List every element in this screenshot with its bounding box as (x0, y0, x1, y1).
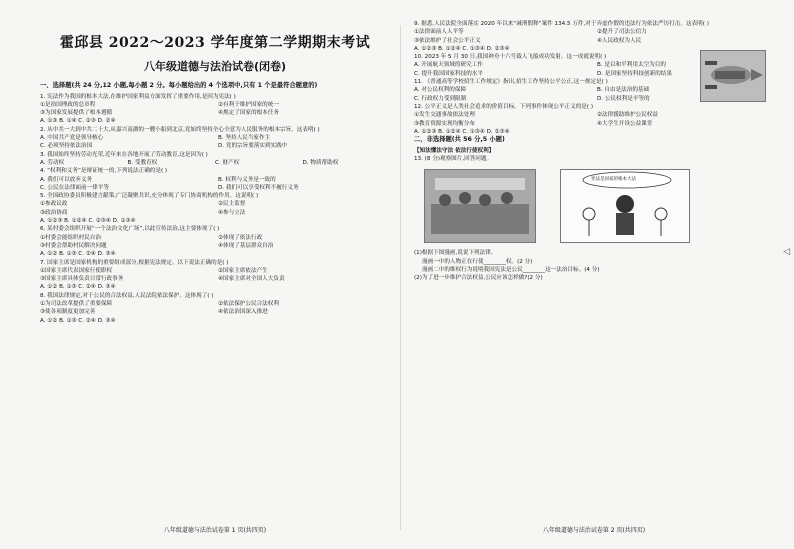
option-item: D. 物质帮助权 (302, 159, 339, 166)
option-item: ④规定了国家的根本任务 (218, 110, 279, 117)
exam-title: 霍邱县 2022～2023 学年度第二学期期末考试 (59, 35, 371, 51)
option-item: B. 是以和平利用太空为目的 (597, 62, 666, 69)
option-item: ①参政议政 (40, 201, 68, 208)
exam-subtitle: 八年级道德与法治试卷(闭卷) (143, 60, 287, 73)
option-item: A. 对公民权利的保障 (414, 87, 467, 94)
option-item: C. 必须坚持依法治国 (40, 143, 93, 150)
answer-choices: A. ①②③ B. ①②④ C. ①③④ D. ②③④ (414, 45, 510, 52)
answer-choices: A. ①②③ B. ①②④ C. ②③④ D. ①③④ (40, 218, 136, 225)
question-options (40, 234, 390, 251)
section-one-heading: 一、选择题(共 24 分,12 小题,每小题 2 分。每小题给出的 4 个选项中,只有 1 个是最符合题意的) (40, 82, 318, 89)
q13-sub1: (1)根据下图漫画,说说下列法律。 (414, 250, 497, 257)
question-options (40, 134, 390, 151)
option-item: A. 开展航天领域的研究工作 (414, 62, 483, 69)
option-item: ③教育资源实现均衡分布 (414, 120, 475, 127)
question-stem: 3. 我国始终坚持劳动光荣,近年来在各地开展了劳动教育,这是因为( ) (40, 151, 208, 158)
option-item: B. 坚持人民当家作主 (218, 135, 271, 142)
question-stem: 5. 全国政协委员积极建言献策,广泛凝聚共识,充分体现了专门协商机构的作用。这说明( ) (40, 193, 259, 200)
question-stem: 11. 《普通高等学校招生工作规定》指出,招生工作坚持公平公正,这一规定是( ) (414, 79, 608, 86)
option-item: B. 权利与义务是一致的 (218, 176, 276, 183)
q13-stem: 13. (8 分)观察图片,回答问题。 (414, 156, 493, 163)
option-item: ④人民政权为人民 (597, 37, 642, 44)
question-item (40, 93, 390, 126)
question-options (40, 176, 390, 193)
option-item: ②法律援助维护公民权益 (597, 112, 658, 119)
question-item (414, 103, 774, 136)
option-item: B. 受教育权 (127, 159, 158, 166)
left-page-footer: 八年级道德与法治试卷第 1 页(共四页) (163, 527, 267, 534)
option-item: ③依法维护了社会公平正义 (414, 37, 481, 44)
question-options (414, 28, 774, 45)
option-item: D. 是国家坚持科技创新的结果 (597, 70, 672, 77)
option-item: ④依法治国深入推进 (218, 309, 268, 316)
question-item (40, 259, 390, 292)
option-item: A. 我们可以放弃义务 (40, 176, 93, 183)
option-item: C. 提升我国国家科技的水平 (414, 70, 483, 77)
option-item: D. 公民权利是平等的 (597, 95, 650, 102)
question-stem: 8. 我国法律规定,对于公民的合法权益,人民法院依法保护。这体现了( ) (40, 292, 214, 299)
q13-sub1c: 漫画二中的维权行为说明我国宪法是公民________这一法治目标。(4 分) (422, 266, 600, 273)
q13-photo (424, 169, 536, 243)
option-item: ①是治国理政的总章程 (40, 101, 96, 108)
question-stem: 1. 宪法作为我国的根本大法,在维护国家利益方面发挥了重要作用,是因为宪法( ) (40, 93, 236, 100)
option-item: ②国家主席依法产生 (218, 267, 268, 274)
option-item: ①发生交通事故依法处理 (414, 112, 475, 119)
option-item: ③政治协商 (40, 209, 68, 216)
option-item: A. 中国共产党是领导核心 (40, 135, 104, 142)
question-stem: 9. 据悉,人民法院全面落实 2020 年以来“减刑假释”案件 134.5 万件,对于弄虚作假的违法行为依法严厉打击。这表明( ) (414, 21, 709, 27)
answer-choices: A. ①②③ B. ①②④ C. ①③④ D. ②③④ (414, 128, 510, 135)
question-stem: 2. 从中共一大到中共二十大,从嘉兴南湖的一艘小船到北京,党始终坚持全心全意为人民服务的根本宗旨。这表明( ) (40, 126, 320, 133)
question-options (40, 101, 390, 118)
question-options (414, 111, 774, 128)
option-item: ①国家主席代表国家行使职权 (40, 267, 113, 274)
answer-choices: A. ①② B. ①③ C. ②④ D. ③④ (40, 251, 116, 258)
cartoon-caption: 宪法是国家的根本大法 (591, 177, 636, 183)
option-item: ④体现了基层群众自治 (218, 242, 274, 249)
page-divider (400, 25, 401, 530)
option-item: ③使各项制度更加完善 (40, 309, 96, 316)
question-item (40, 292, 390, 325)
option-item: ③为国家发展提供了根本遵循 (40, 110, 113, 117)
right-page-footer: 八年级道德与法治试卷第 2 页(共四页) (542, 527, 646, 534)
option-item: C. 财产权 (215, 159, 240, 166)
question-item (40, 151, 390, 168)
question-options (40, 267, 390, 284)
q13-sub2: (2)为了进一步维护合法权益,公民应该怎样做?(2 分) (414, 275, 543, 282)
option-item: ④大学生开设公益课堂 (597, 120, 653, 127)
q13-cartoon (560, 169, 690, 243)
question-stem: 12. 公平正义是人类社会追求的价值目标。下列事件体现公平正义的是( ) (414, 103, 594, 110)
option-item: ②有利于维护国家的统一 (218, 101, 279, 108)
page-right (414, 20, 774, 540)
question-item (40, 126, 390, 151)
question-item (40, 225, 390, 258)
answer-choices: A. ①③ B. ①④ C. ②③ D. ②④ (40, 118, 116, 125)
question-options (40, 200, 390, 217)
answer-choices: A. ①② B. ①③ C. ②④ D. ③④ (40, 317, 116, 324)
question-options (40, 159, 390, 167)
option-item: C. 公民在法律面前一律平等 (40, 184, 109, 191)
option-item: ①法律面前人人平等 (414, 29, 464, 36)
page-left (40, 20, 390, 540)
section-two-note: 【知法懂法守法 依法行使权利】 (414, 147, 495, 154)
option-item: ④国家主席对全国人大负责 (218, 276, 285, 283)
question-stem: 10. 2023 年 5 月 30 日,我国神舟十六号载人飞船成功发射。这一成就说明( ) (414, 54, 607, 61)
option-item: ③村委会帮助村民解决问题 (40, 242, 107, 249)
option-item: D. 我们可以享受权利不履行义务 (218, 184, 299, 191)
option-item: ①为司法改革提供了重要保障 (40, 301, 113, 308)
q13-sub1b: 漫画一中的人物正在行使________权。(2 分) (422, 258, 533, 265)
option-item: ①村委会能组织村民自治 (40, 234, 101, 241)
option-item: ②提升了司法公信力 (597, 29, 647, 36)
option-item: ④参与立法 (218, 209, 246, 216)
question-stem: 6. 某村委会组织开展“一个法治文化广场”,以此宣传法治,这主要体现了( ) (40, 226, 220, 233)
question-item (40, 167, 390, 192)
corner-arrow-icon[interactable]: ◁ (783, 247, 790, 257)
question-stem: 4. “权利和义务”是辩证统一的,下列说法正确的是( ) (40, 168, 168, 175)
option-item: B. 自由是法治的基础 (597, 87, 650, 94)
option-item: C. 行政权力受到限制 (414, 95, 467, 102)
question-options (40, 300, 390, 317)
option-item: A. 劳动权 (40, 159, 65, 166)
question-item (40, 192, 390, 225)
option-item: ②民主监督 (218, 201, 246, 208)
section-two-heading: 二、非选择题(共 56 分,5 小题) (414, 136, 505, 144)
option-item: ②依法保护公民合法权利 (218, 301, 279, 308)
question-item (414, 20, 774, 53)
option-item: ②体现了依法行政 (218, 234, 263, 241)
answer-choices: A. ①② B. ①③ C. ②④ D. ③④ (40, 284, 116, 291)
option-item: ③国家主席具体负责日常行政事务 (40, 276, 124, 283)
option-item: D. 党的宗旨要落实到实践中 (218, 143, 288, 150)
question-stem: 7. 国家主席是国家机构的重要组成部分,根据宪法规定。以下说法正确的是( ) (40, 259, 229, 266)
left-question-list (40, 93, 390, 325)
rocket-image (700, 50, 766, 102)
